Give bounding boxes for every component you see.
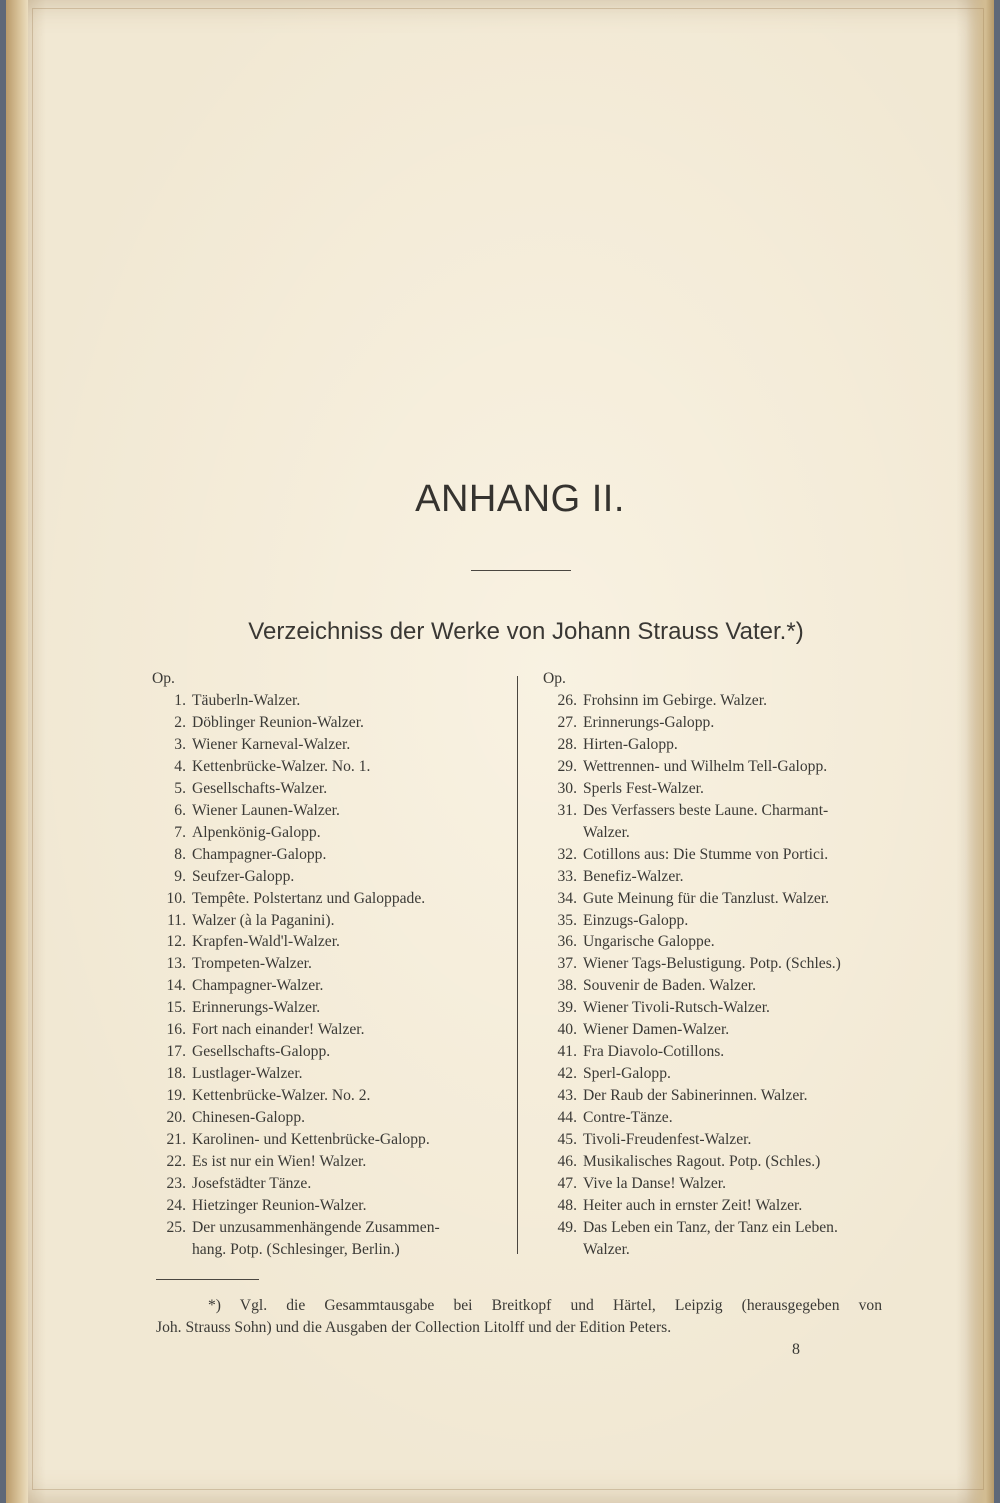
opus-number: 23.: [166, 1174, 186, 1192]
works-list-right: [543, 668, 888, 1261]
opus-number: 33.: [557, 867, 577, 885]
footnote-line-1: *) Vgl. die Gesammtausgabe bei Breitkopf und Härtel, Leipzig (herausgegeben von: [208, 1297, 882, 1314]
list-item: [543, 1173, 888, 1195]
opus-number: 42.: [557, 1065, 577, 1083]
opus-number: 10.: [166, 889, 186, 907]
opus-number: 31.: [557, 801, 577, 819]
work-title: Ungarische Galoppe.: [583, 933, 715, 951]
list-item: [152, 1129, 502, 1151]
opus-number: 6.: [174, 801, 186, 819]
opus-number: 37.: [557, 955, 577, 973]
list-item: [543, 734, 888, 756]
list-item: [543, 953, 888, 975]
list-item: [152, 712, 502, 734]
list-item: [152, 1063, 502, 1085]
list-item: [152, 800, 502, 822]
opus-number: 28.: [557, 735, 577, 753]
list-item: [543, 1195, 888, 1217]
work-title: Sperls Fest-Walzer.: [583, 779, 704, 797]
work-title: Gesellschafts-Galopp.: [192, 1043, 331, 1061]
list-item: [543, 844, 888, 866]
list-item: [152, 1107, 502, 1129]
list-item: [152, 953, 502, 975]
opus-number: 44.: [557, 1109, 577, 1127]
work-title: Tempête. Polstertanz und Galoppade.: [192, 889, 426, 907]
work-title: Frohsinn im Gebirge. Walzer.: [583, 692, 767, 709]
list-item-continuation: Walzer.: [583, 1240, 630, 1258]
work-title: Täuberln-Walzer.: [192, 692, 301, 709]
list-item: [543, 866, 888, 888]
footnote: [156, 1295, 882, 1339]
work-title: Erinnerungs-Galopp.: [583, 713, 715, 731]
work-title: Benefiz-Walzer.: [583, 867, 684, 885]
work-title: Tivoli-Freudenfest-Walzer.: [583, 1131, 752, 1149]
opus-number: 48.: [557, 1196, 577, 1214]
work-title: Seufzer-Galopp.: [192, 867, 295, 885]
right-entries-b: [543, 844, 888, 1239]
opus-number: 47.: [557, 1174, 577, 1192]
list-item: [152, 888, 502, 910]
page-number: 8: [792, 1341, 800, 1358]
work-title: Cotillons aus: Die Stumme von Portici.: [583, 845, 829, 863]
work-title: Josefstädter Tänze.: [192, 1174, 312, 1192]
list-item: [543, 690, 888, 712]
list-item: [152, 1041, 502, 1063]
list-item: [543, 931, 888, 953]
work-title: Karolinen- und Kettenbrücke-Galopp.: [192, 1131, 430, 1149]
list-item: [152, 844, 502, 866]
column-divider: [517, 676, 518, 1254]
work-title: Gesellschafts-Walzer.: [192, 779, 328, 797]
list-item: [543, 997, 888, 1019]
work-title: Trompeten-Walzer.: [192, 955, 312, 973]
opus-number: 11.: [167, 911, 186, 929]
title-rule: [471, 570, 571, 571]
opus-number: 4.: [174, 757, 186, 775]
list-item-continuation: Walzer.: [583, 823, 630, 841]
opus-number: 49.: [557, 1218, 577, 1236]
opus-number: 22.: [166, 1153, 186, 1171]
opus-number: 18.: [166, 1065, 186, 1083]
list-item: [543, 1063, 888, 1085]
work-title: Souvenir de Baden. Walzer.: [583, 977, 756, 995]
work-title: Hietzinger Reunion-Walzer.: [192, 1196, 367, 1214]
footnote-line-2: Joh. Strauss Sohn) und die Ausgaben der Collection Litolff und der Edition Peters.: [156, 1319, 672, 1336]
work-title: Musikalisches Ragout. Potp. (Schles.): [583, 1153, 821, 1171]
work-title: Wettrennen- und Wilhelm Tell-Galopp.: [583, 757, 828, 775]
list-item: [543, 1041, 888, 1063]
list-item: [152, 975, 502, 997]
opus-number: 1.: [174, 692, 186, 709]
work-title: Chinesen-Galopp.: [192, 1109, 306, 1127]
list-item: [543, 910, 888, 932]
work-title: Der Raub der Sabinerinnen. Walzer.: [583, 1087, 808, 1105]
work-title: Des Verfassers beste Laune. Charmant-: [583, 801, 829, 819]
list-item: [152, 1195, 502, 1217]
list-item: [543, 712, 888, 734]
list-item: [543, 888, 888, 910]
work-title: Einzugs-Galopp.: [583, 911, 689, 929]
opus-number: 7.: [174, 823, 186, 841]
right-entries-a: [543, 690, 888, 822]
works-list-left: [152, 668, 502, 1261]
work-title: Erinnerungs-Walzer.: [192, 999, 321, 1017]
list-item: [543, 778, 888, 800]
opus-number: 5.: [174, 779, 186, 797]
list-item: [543, 1019, 888, 1041]
work-title: Wiener Karneval-Walzer.: [192, 735, 351, 753]
work-title: Gute Meinung für die Tanzlust. Walzer.: [583, 889, 830, 907]
work-title: Der unzusammenhängende Zusammen-: [192, 1218, 440, 1236]
book-page: [6, 0, 994, 1503]
work-title: Döblinger Reunion-Walzer.: [192, 713, 364, 731]
work-title: Vive la Danse! Walzer.: [583, 1174, 726, 1192]
work-title: Wiener Damen-Walzer.: [583, 1021, 730, 1039]
work-title: Sperl-Galopp.: [583, 1065, 671, 1083]
opus-number: 46.: [557, 1153, 577, 1171]
work-title: Walzer (à la Paganini).: [192, 911, 335, 929]
op-label-right: Op.: [543, 670, 566, 687]
opus-number: 43.: [557, 1087, 577, 1105]
work-title: Es ist nur ein Wien! Walzer.: [192, 1153, 367, 1171]
list-item: [152, 931, 502, 953]
list-item: [152, 1217, 502, 1239]
opus-number: 3.: [174, 735, 186, 753]
work-title: Champagner-Galopp.: [192, 845, 327, 863]
opus-number: 24.: [166, 1196, 186, 1214]
list-item: [543, 800, 888, 822]
list-item: [152, 734, 502, 756]
opus-number: 16.: [166, 1021, 186, 1039]
footnote-rule: [156, 1279, 259, 1280]
opus-number: 41.: [557, 1043, 577, 1061]
list-item: [543, 1085, 888, 1107]
opus-number: 8.: [174, 845, 186, 863]
list-item: [152, 1085, 502, 1107]
work-title: Lustlager-Walzer.: [192, 1065, 303, 1083]
opus-number: 40.: [557, 1021, 577, 1039]
left-entries: [152, 690, 502, 1239]
opus-number: 25.: [166, 1218, 186, 1236]
opus-number: 12.: [166, 933, 186, 951]
list-item: [543, 1129, 888, 1151]
work-title: Fra Diavolo-Cotillons.: [583, 1043, 725, 1061]
list-item: [152, 822, 502, 844]
opus-number: 45.: [557, 1131, 577, 1149]
list-item: [152, 910, 502, 932]
op-label-left: Op.: [152, 670, 175, 687]
opus-number: 17.: [166, 1043, 186, 1061]
opus-number: 38.: [557, 977, 577, 995]
work-title: Alpenkönig-Galopp.: [192, 823, 321, 841]
list-item: [152, 1019, 502, 1041]
page-subtitle: Verzeichniss der Werke von Johann Strauss Vater.*): [248, 618, 804, 645]
opus-number: 36.: [557, 933, 577, 951]
opus-number: 26.: [557, 692, 577, 709]
work-title: Heiter auch in ernster Zeit! Walzer.: [583, 1196, 803, 1214]
opus-number: 27.: [557, 713, 577, 731]
opus-number: 13.: [166, 955, 186, 973]
work-title: Wiener Tags-Belustigung. Potp. (Schles.): [583, 955, 841, 973]
work-title: Krapfen-Wald'l-Walzer.: [192, 933, 340, 951]
opus-number: 32.: [557, 845, 577, 863]
work-title: Champagner-Walzer.: [192, 977, 324, 995]
list-item-continuation: hang. Potp. (Schlesinger, Berlin.): [192, 1240, 400, 1258]
opus-number: 39.: [557, 999, 577, 1017]
opus-number: 14.: [166, 977, 186, 995]
list-item: [152, 1151, 502, 1173]
opus-number: 21.: [166, 1131, 186, 1149]
opus-number: 34.: [557, 889, 577, 907]
list-item: [152, 778, 502, 800]
list-item: [543, 1151, 888, 1173]
list-item: [543, 756, 888, 778]
opus-number: 19.: [166, 1087, 186, 1105]
list-item: [152, 1173, 502, 1195]
work-title: Kettenbrücke-Walzer. No. 2.: [192, 1087, 371, 1105]
opus-number: 2.: [174, 713, 186, 731]
work-title: Das Leben ein Tanz, der Tanz ein Leben.: [583, 1218, 838, 1236]
opus-number: 9.: [174, 867, 186, 885]
opus-number: 35.: [557, 911, 577, 929]
list-item: [152, 690, 502, 712]
opus-number: 20.: [166, 1109, 186, 1127]
list-item: [152, 997, 502, 1019]
list-item: [152, 756, 502, 778]
book-spine: [6, 0, 28, 1503]
opus-number: 15.: [166, 999, 186, 1017]
work-title: Wiener Tivoli-Rutsch-Walzer.: [583, 999, 770, 1017]
work-title: Wiener Launen-Walzer.: [192, 801, 340, 819]
opus-number: 29.: [557, 757, 577, 775]
list-item: [543, 1217, 888, 1239]
work-title: Contre-Tänze.: [583, 1109, 673, 1127]
page-title: ANHANG II.: [415, 478, 625, 520]
list-item: [543, 975, 888, 997]
list-item: [543, 1107, 888, 1129]
work-title: Hirten-Galopp.: [583, 735, 678, 753]
opus-number: 30.: [557, 779, 577, 797]
list-item: [152, 866, 502, 888]
work-title: Fort nach einander! Walzer.: [192, 1021, 365, 1039]
work-title: Kettenbrücke-Walzer. No. 1.: [192, 757, 371, 775]
